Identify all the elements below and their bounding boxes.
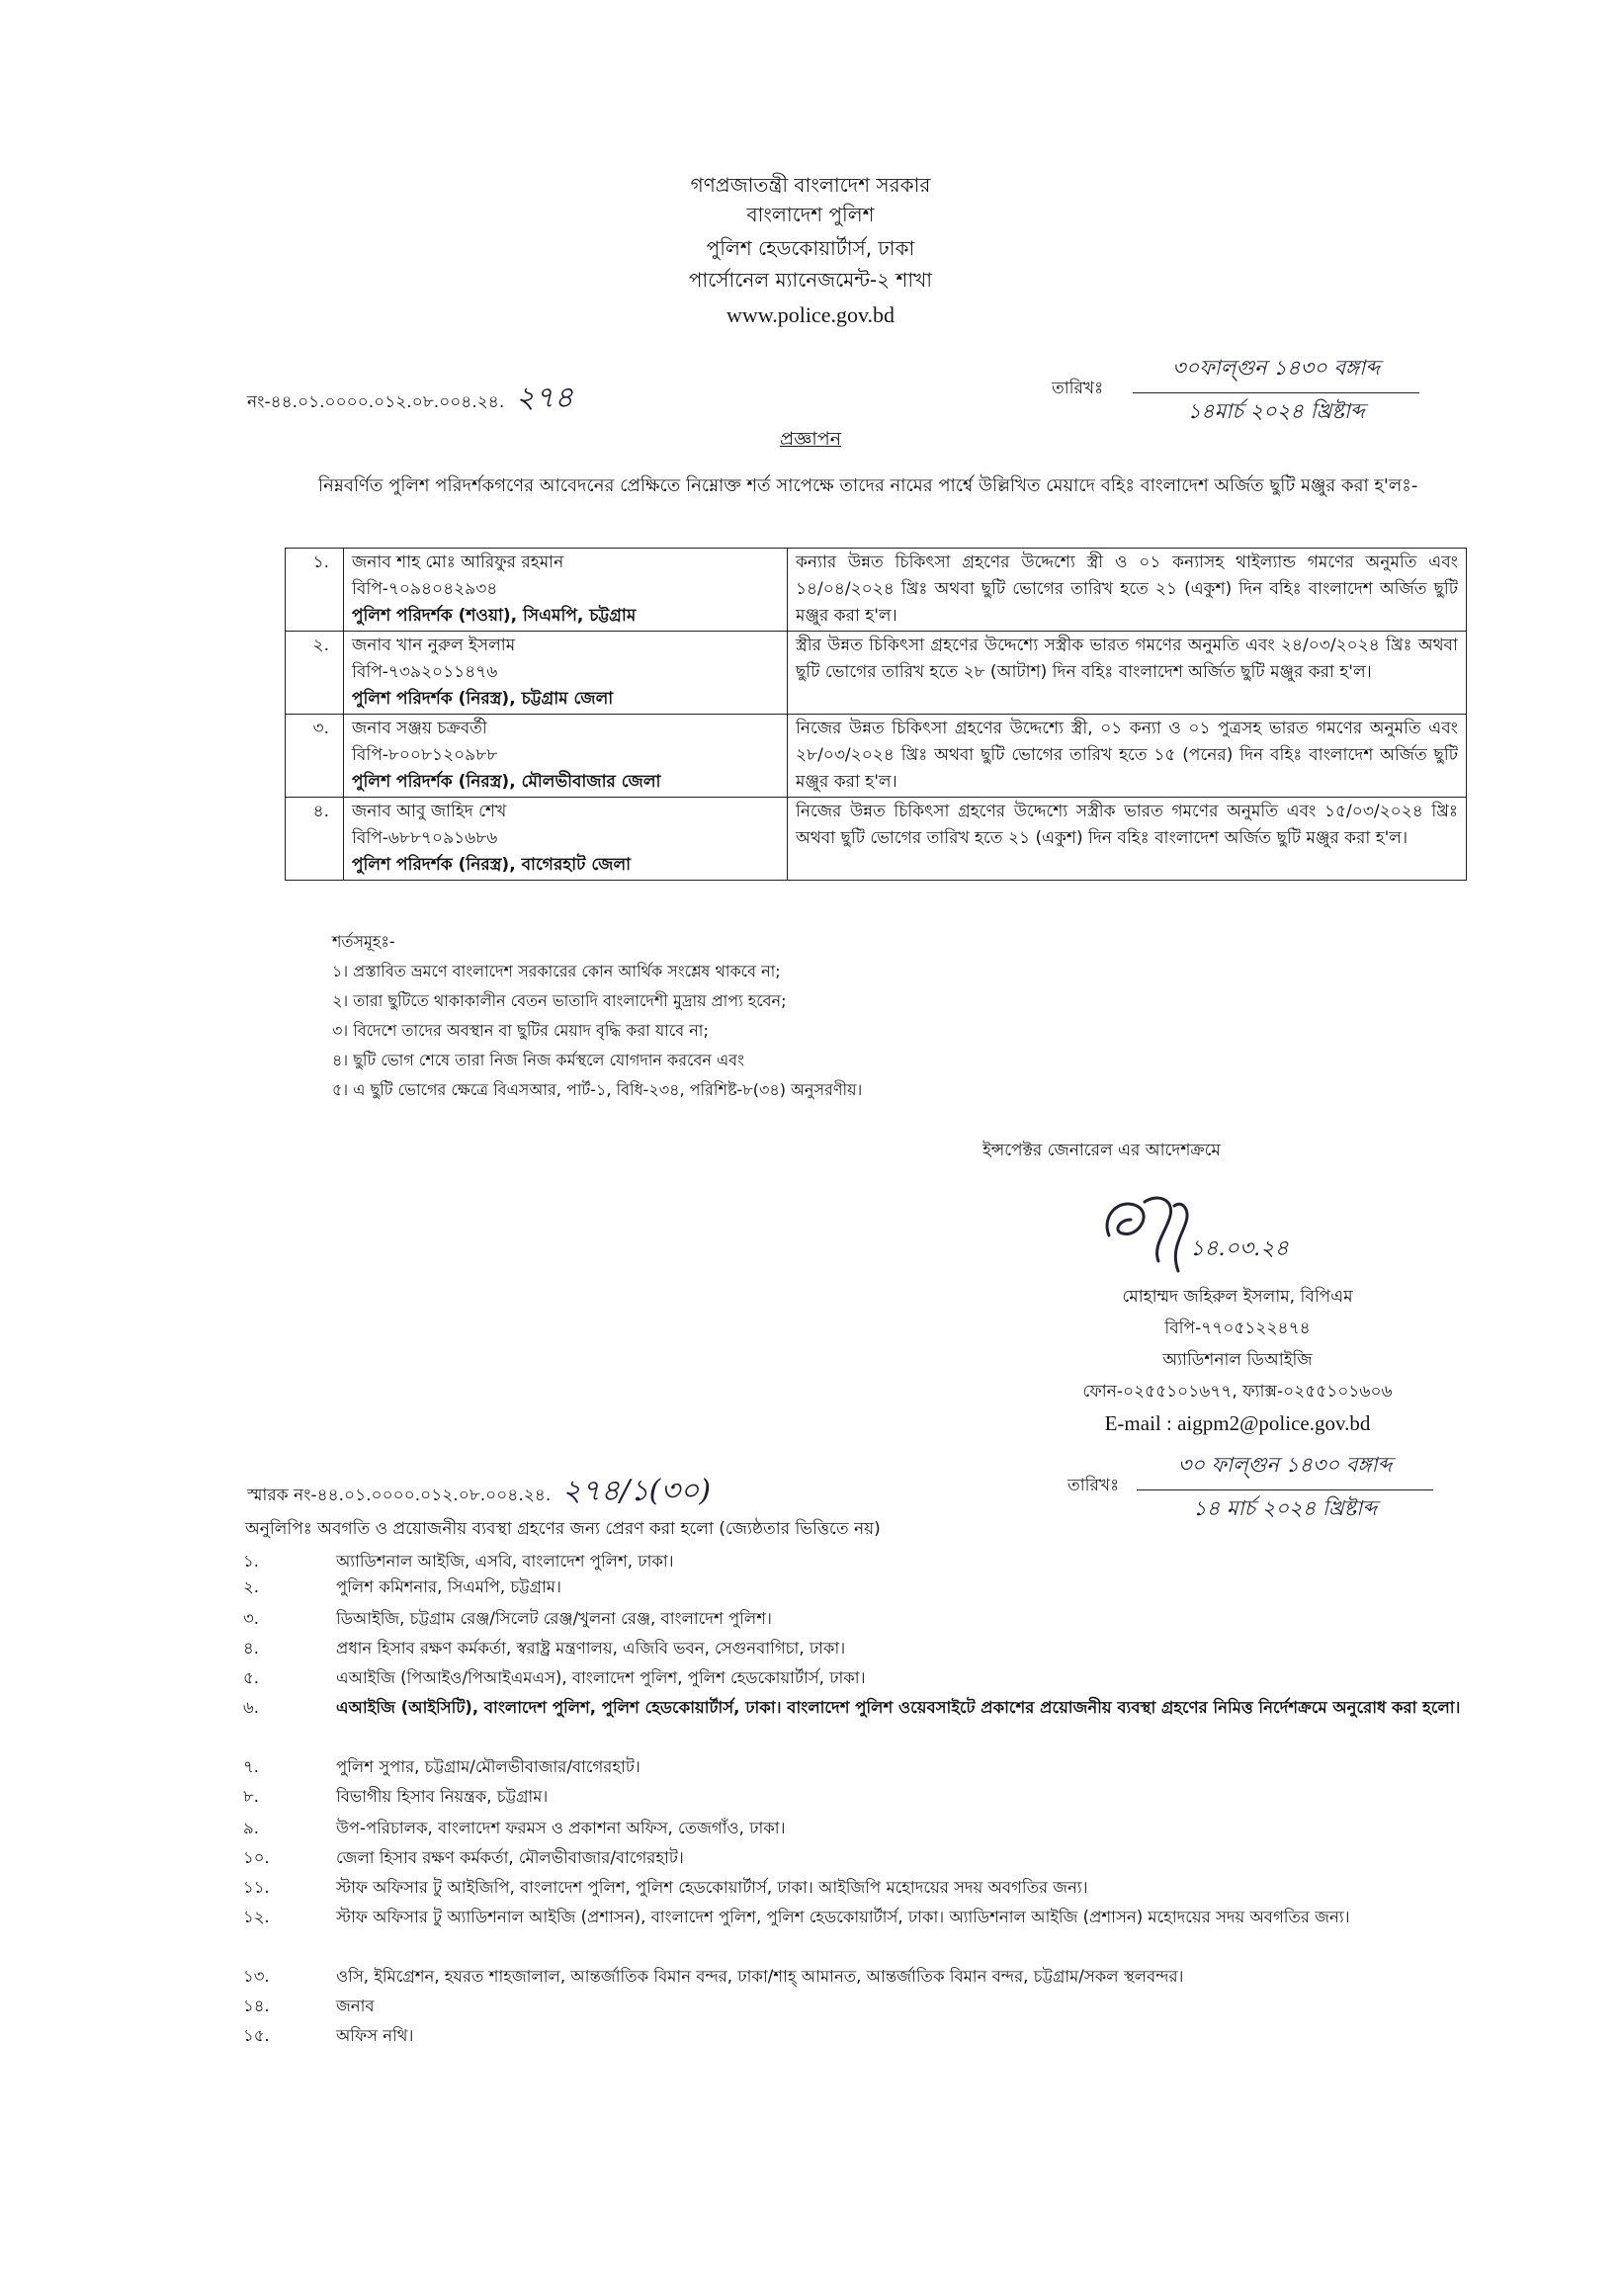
officer-bp: বিপি-৬৮৮৭০৯১৬৮৬	[352, 828, 498, 848]
officer-bp: বিপি-৭০৯৪০৪২৯৩৪	[352, 579, 498, 599]
officer-post: পুলিশ পরিদর্শক (শওয়া), সিএমপি, চট্টগ্রাম	[352, 606, 637, 626]
item-number: ৫.	[243, 1668, 259, 1687]
item-text: অ্যাডিশনাল আইজি, এসবি, বাংলাদেশ পুলিশ, ঢাকা।	[336, 1552, 674, 1571]
item-number: ৪.	[243, 1639, 259, 1658]
distribution-intro: অনুলিপিঃ অবগতি ও প্রয়োজনীয় ব্যবস্থা গ্রহণের জন্য প্রেরণ করা হলো (জ্যেষ্ঠতার ভিত্তিতে নয়)	[245, 1519, 881, 1539]
leave-orders-table	[285, 548, 1467, 881]
item-number: ৯.	[243, 1819, 259, 1837]
memo-handwritten-number: ২৭৪	[515, 381, 574, 415]
item-text: এআইজি (আইসিটি), বাংলাদেশ পুলিশ, পুলিশ হেডকোয়ার্টার্স, ঢাকা। বাংলাদেশ পুলিশ ওয়েবসাইটে প্রকাশের প্রয়োজনীয় ব্যবস্থা গ্রহণের নিমিত্ত নির্দেশক্রমে অনুরোধ করা হলো।	[336, 1698, 1461, 1717]
header-line-3: পুলিশ হেডকোয়ার্টার্স, ঢাকা	[706, 236, 915, 260]
header-line-2: বাংলাদেশ পুলিশ	[746, 203, 875, 226]
officer-cell	[344, 715, 788, 798]
item-number: ১৫.	[243, 2026, 270, 2045]
memo-number	[247, 374, 573, 424]
officer-post: পুলিশ পরিদর্শক (নিরস্ত্র), মৌলভীবাজার জেলা	[352, 772, 661, 792]
officer-cell	[344, 549, 788, 632]
item-text: ওসি, ইমিগ্রেশন, হযরত শাহজালাল, আন্তর্জাতিক বিমান বন্দর, ঢাকা/শাহ্‌ আমানত, আন্তর্জাতিক বিমান বন্দর, চট্টগ্রাম/সকল স্থলবন্দর।	[336, 1967, 1184, 1986]
memo-date-english: ১৪মার্চ ২০২৪ খ্রিষ্টাব্দ	[1187, 399, 1365, 423]
item-text: জেলা হিসাব রক্ষণ কর্মকর্তা, মৌলভীবাজার/বাগেরহাট।	[336, 1848, 684, 1867]
condition-item: ৫। এ ছুটি ভোগের ক্ষেত্রে বিএসআর, পার্ট-১, বিধি-২৩৪, পরিশিষ্ট-৮(৩৪) অনুসরণীয়।	[332, 1080, 863, 1099]
row-serial: ৩.	[286, 715, 344, 798]
table-row	[286, 715, 1467, 798]
signatory-email: E-mail : aigpm2@police.gov.bd	[1104, 1411, 1371, 1435]
order-authority: ইন্সপেক্টর জেনারেল এর আদেশক্রমে	[982, 1141, 1221, 1160]
signature	[1079, 1176, 1317, 1285]
memo-date-label: তারিখঃ	[1052, 379, 1104, 398]
item-number: ১৩.	[243, 1967, 270, 1986]
officer-bp: বিপি-৮০০৮১২০৯৮৮	[352, 745, 498, 765]
officer-post: পুলিশ পরিদর্শক (নিরস্ত্র), চট্টগ্রাম জেলা	[352, 689, 614, 709]
leave-details: স্ত্রীর উন্নত চিকিৎসা গ্রহণের উদ্দেশ্যে সস্ত্রীক ভারত গমণের অনুমতি এবং ২৪/০৩/২০২৪ খ্রিঃ অথবা ছুটি ভোগের তারিখ হতে ২৮ (আটাশ) দিন বহিঃ বাংলাদেশ অর্জিত ছুটি মঞ্জুর করা হ'ল।	[788, 632, 1467, 715]
item-number: ১.	[243, 1552, 259, 1571]
condition-item: ২। তারা ছুটিতে থাকাকালীন বেতন ভাতাদি বাংলাদেশী মুদ্রায় প্রাপ্য হবেন;	[332, 991, 787, 1010]
item-text: বিভাগীয় হিসাব নিয়ন্ত্রক, চট্টগ্রাম।	[336, 1787, 549, 1806]
memo2-date-english: ১৪ মার্চ ২০২৪ খ্রিষ্টাব্দ	[1192, 1496, 1377, 1520]
signatory-phone-fax: ফোন-০২৫৫১০১৬৭৭, ফ্যাক্স-০২৫৫১০১৬০৬	[1082, 1382, 1393, 1402]
item-text: উপ-পরিচালক, বাংলাদেশ ফরমস ও প্রকাশনা অফিস, তেজগাঁও, ঢাকা।	[336, 1819, 786, 1837]
item-number: ১১.	[243, 1878, 270, 1897]
signature-mark	[1079, 1176, 1317, 1285]
table-row	[286, 632, 1467, 715]
signatory-block	[1000, 1281, 1475, 1439]
item-text: ডিআইজি, চট্টগ্রাম রেঞ্জ/সিলেট রেঞ্জ/খুলনা রেঞ্জ, বাংলাদেশ পুলিশ।	[336, 1609, 772, 1628]
item-number: ৬.	[243, 1698, 259, 1717]
item-text: পুলিশ কমিশনার, সিএমপি, চট্টগ্রাম।	[336, 1577, 561, 1596]
officer-name: জনাব সঞ্জয় চক্রবর্তী	[352, 719, 487, 738]
conditions-heading: শর্তসমূহঃ-	[332, 932, 395, 951]
table-row	[286, 798, 1467, 881]
item-number: ৮.	[243, 1787, 259, 1806]
item-number: ৩.	[243, 1609, 259, 1628]
memo2-handwritten-number: ২৭৪/১(৩০)	[561, 1474, 712, 1508]
memo-date	[1133, 352, 1419, 430]
conditions	[332, 927, 862, 1105]
item-text: প্রধান হিসাব রক্ষণ কর্মকর্তা, স্বরাষ্ট্র মন্ত্রণালয়, এজিবি ভবন, সেগুনবাগিচা, ঢাকা।	[336, 1639, 846, 1658]
memo-date-divider	[1133, 392, 1419, 393]
memo-number-text: নং-৪৪.০১.০০০০.০১২.০৮.০০৪.২৪.	[247, 392, 505, 412]
officer-name: জনাব খান নুরুল ইসলাম	[352, 636, 516, 655]
signature-date: ১৪.০৩.২৪	[1190, 1236, 1289, 1261]
memo2-date-bangla: ৩০ ফাল্গুন ১৪৩০ বঙ্গাব্দ	[1177, 1453, 1393, 1477]
header-line-4: পার্সোনেল ম্যানেজমেন্ট-২ শাখা	[688, 268, 933, 292]
leave-details: নিজের উন্নত চিকিৎসা গ্রহণের উদ্দেশ্যে সস্ত্রীক ভারত গমণের অনুমতি এবং ১৫/০৩/২০২৪ খ্রিঃ অথবা ছুটি ভোগের তারিখ হতে ২১ (একুশ) দিন বহিঃ বাংলাদেশ অর্জিত ছুটি মঞ্জুর করা হ'ল।	[788, 798, 1467, 881]
item-text: স্টাফ অফিসার টু অ্যাডিশনাল আইজি (প্রশাসন), বাংলাদেশ পুলিশ, পুলিশ হেডকোয়ার্টার্স, ঢাকা। অ্যাডিশনাল আইজি (প্রশাসন) মহোদয়ের সদয় অবগতির জন্য।	[336, 1908, 1350, 1926]
notice-intro: নিম্নবর্ণিত পুলিশ পরিদর্শকগণের আবেদনের প্রেক্ষিতে নিম্নোক্ত শর্ত সাপেক্ষে তাদের নামের পার্শ্বে উল্লিখিত মেয়াদে বহিঃ বাংলাদেশ অর্জিত ছুটি মঞ্জুর করা হ'লঃ-	[318, 475, 1418, 496]
condition-item: ৩। বিদেশে তাদের অবস্থান বা ছুটির মেয়াদ বৃদ্ধি করা যাবে না;	[332, 1021, 709, 1040]
item-text: এআইজি (পিআইও/পিআইএমএস), বাংলাদেশ পুলিশ, পুলিশ হেডকোয়ার্টার্স, ঢাকা।	[336, 1668, 866, 1687]
item-number: ২.	[243, 1577, 259, 1596]
condition-item: ৪। ছুটি ভোগ শেষে তারা নিজ নিজ কর্মস্থলে যোগদান করবেন এবং	[332, 1051, 744, 1069]
item-text: পুলিশ সুপার, চট্টগ্রাম/মৌলভীবাজার/বাগেরহাট।	[336, 1757, 640, 1776]
item-text: স্টাফ অফিসার টু আইজিপি, বাংলাদেশ পুলিশ, পুলিশ হেডকোয়ার্টার্স, ঢাকা। আইজিপি মহোদয়ের সদয় অবগতির জন্য।	[336, 1878, 1088, 1897]
item-number: ১২.	[243, 1908, 270, 1926]
row-serial: ৪.	[286, 798, 344, 881]
condition-item: ১। প্রস্তাবিত ভ্রমণে বাংলাদেশ সরকারের কোন আর্থিক সংশ্লেষ থাকবে না;	[332, 962, 781, 980]
table-row	[286, 549, 1467, 632]
memo2-number-text: স্মারক নং-৪৪.০১.০০০০.০১২.০৮.০০৪.২৪.	[247, 1486, 552, 1505]
item-number: ৭.	[243, 1757, 259, 1776]
officer-cell	[344, 798, 788, 881]
leave-details: নিজের উন্নত চিকিৎসা গ্রহণের উদ্দেশ্যে স্ত্রী, ০১ কন্যা ও ০১ পুত্রসহ ভারত গমণের অনুমতি এবং ২৮/০৩/২০২৪ খ্রিঃ অথবা ছুটি ভোগের তারিখ হতে ১৫ (পনের) দিন বহিঃ বাংলাদেশ অর্জিত ছুটি মঞ্জুর করা হ'ল।	[788, 715, 1467, 798]
leave-details: কন্যার উন্নত চিকিৎসা গ্রহণের উদ্দেশ্যে স্ত্রী ও ০১ কন্যাসহ থাইল্যান্ড গমণের অনুমতি এবং ১৪/০৪/২০২৪ খ্রিঃ অথবা ছুটি ভোগের তারিখ হতে ২১ (একুশ) দিন বহিঃ বাংলাদেশ অর্জিত ছুটি মঞ্জুর করা হ'ল।	[788, 549, 1467, 632]
officer-name: জনাব শাহ মোঃ আরিফুর রহমান	[352, 553, 564, 572]
row-serial: ১.	[286, 549, 344, 632]
signatory-name: মোহাম্মদ জহিরুল ইসলাম, বিপিএম	[1122, 1287, 1353, 1307]
header-website: www.police.gov.bd	[725, 302, 896, 327]
signatory-designation: অ্যাডিশনাল ডিআইজি	[1162, 1350, 1313, 1370]
item-number: ১০.	[243, 1848, 270, 1867]
memo2-date-label: তারিখঃ	[1067, 1476, 1120, 1495]
header-line-1: গণপ্রজাতন্ত্রী বাংলাদেশ সরকার	[690, 173, 931, 197]
item-number: ১৪.	[243, 1997, 270, 2015]
memo2-date-divider	[1137, 1489, 1433, 1490]
item-text: অফিস নথি।	[336, 2026, 414, 2045]
notice-title: প্রজ্ঞাপন	[779, 428, 842, 450]
officer-name: জনাব আবু জাহিদ শেখ	[352, 802, 507, 821]
signatory-bp: বিপি-৭৭০৫১২২৪৭৪	[1164, 1318, 1311, 1338]
officer-post: পুলিশ পরিদর্শক (নিরস্ত্র), বাগেরহাট জেলা	[352, 855, 632, 875]
item-text: জনাব	[336, 1997, 375, 2015]
row-serial: ২.	[286, 632, 344, 715]
memo2-number	[247, 1467, 711, 1517]
memo-date-bangla: ৩০ফাল্গুন ১৪৩০ বঙ্গাব্দ	[1172, 356, 1380, 380]
officer-bp: বিপি-৭৩৯২০১১৪৭৬	[352, 662, 498, 682]
officer-cell	[344, 632, 788, 715]
